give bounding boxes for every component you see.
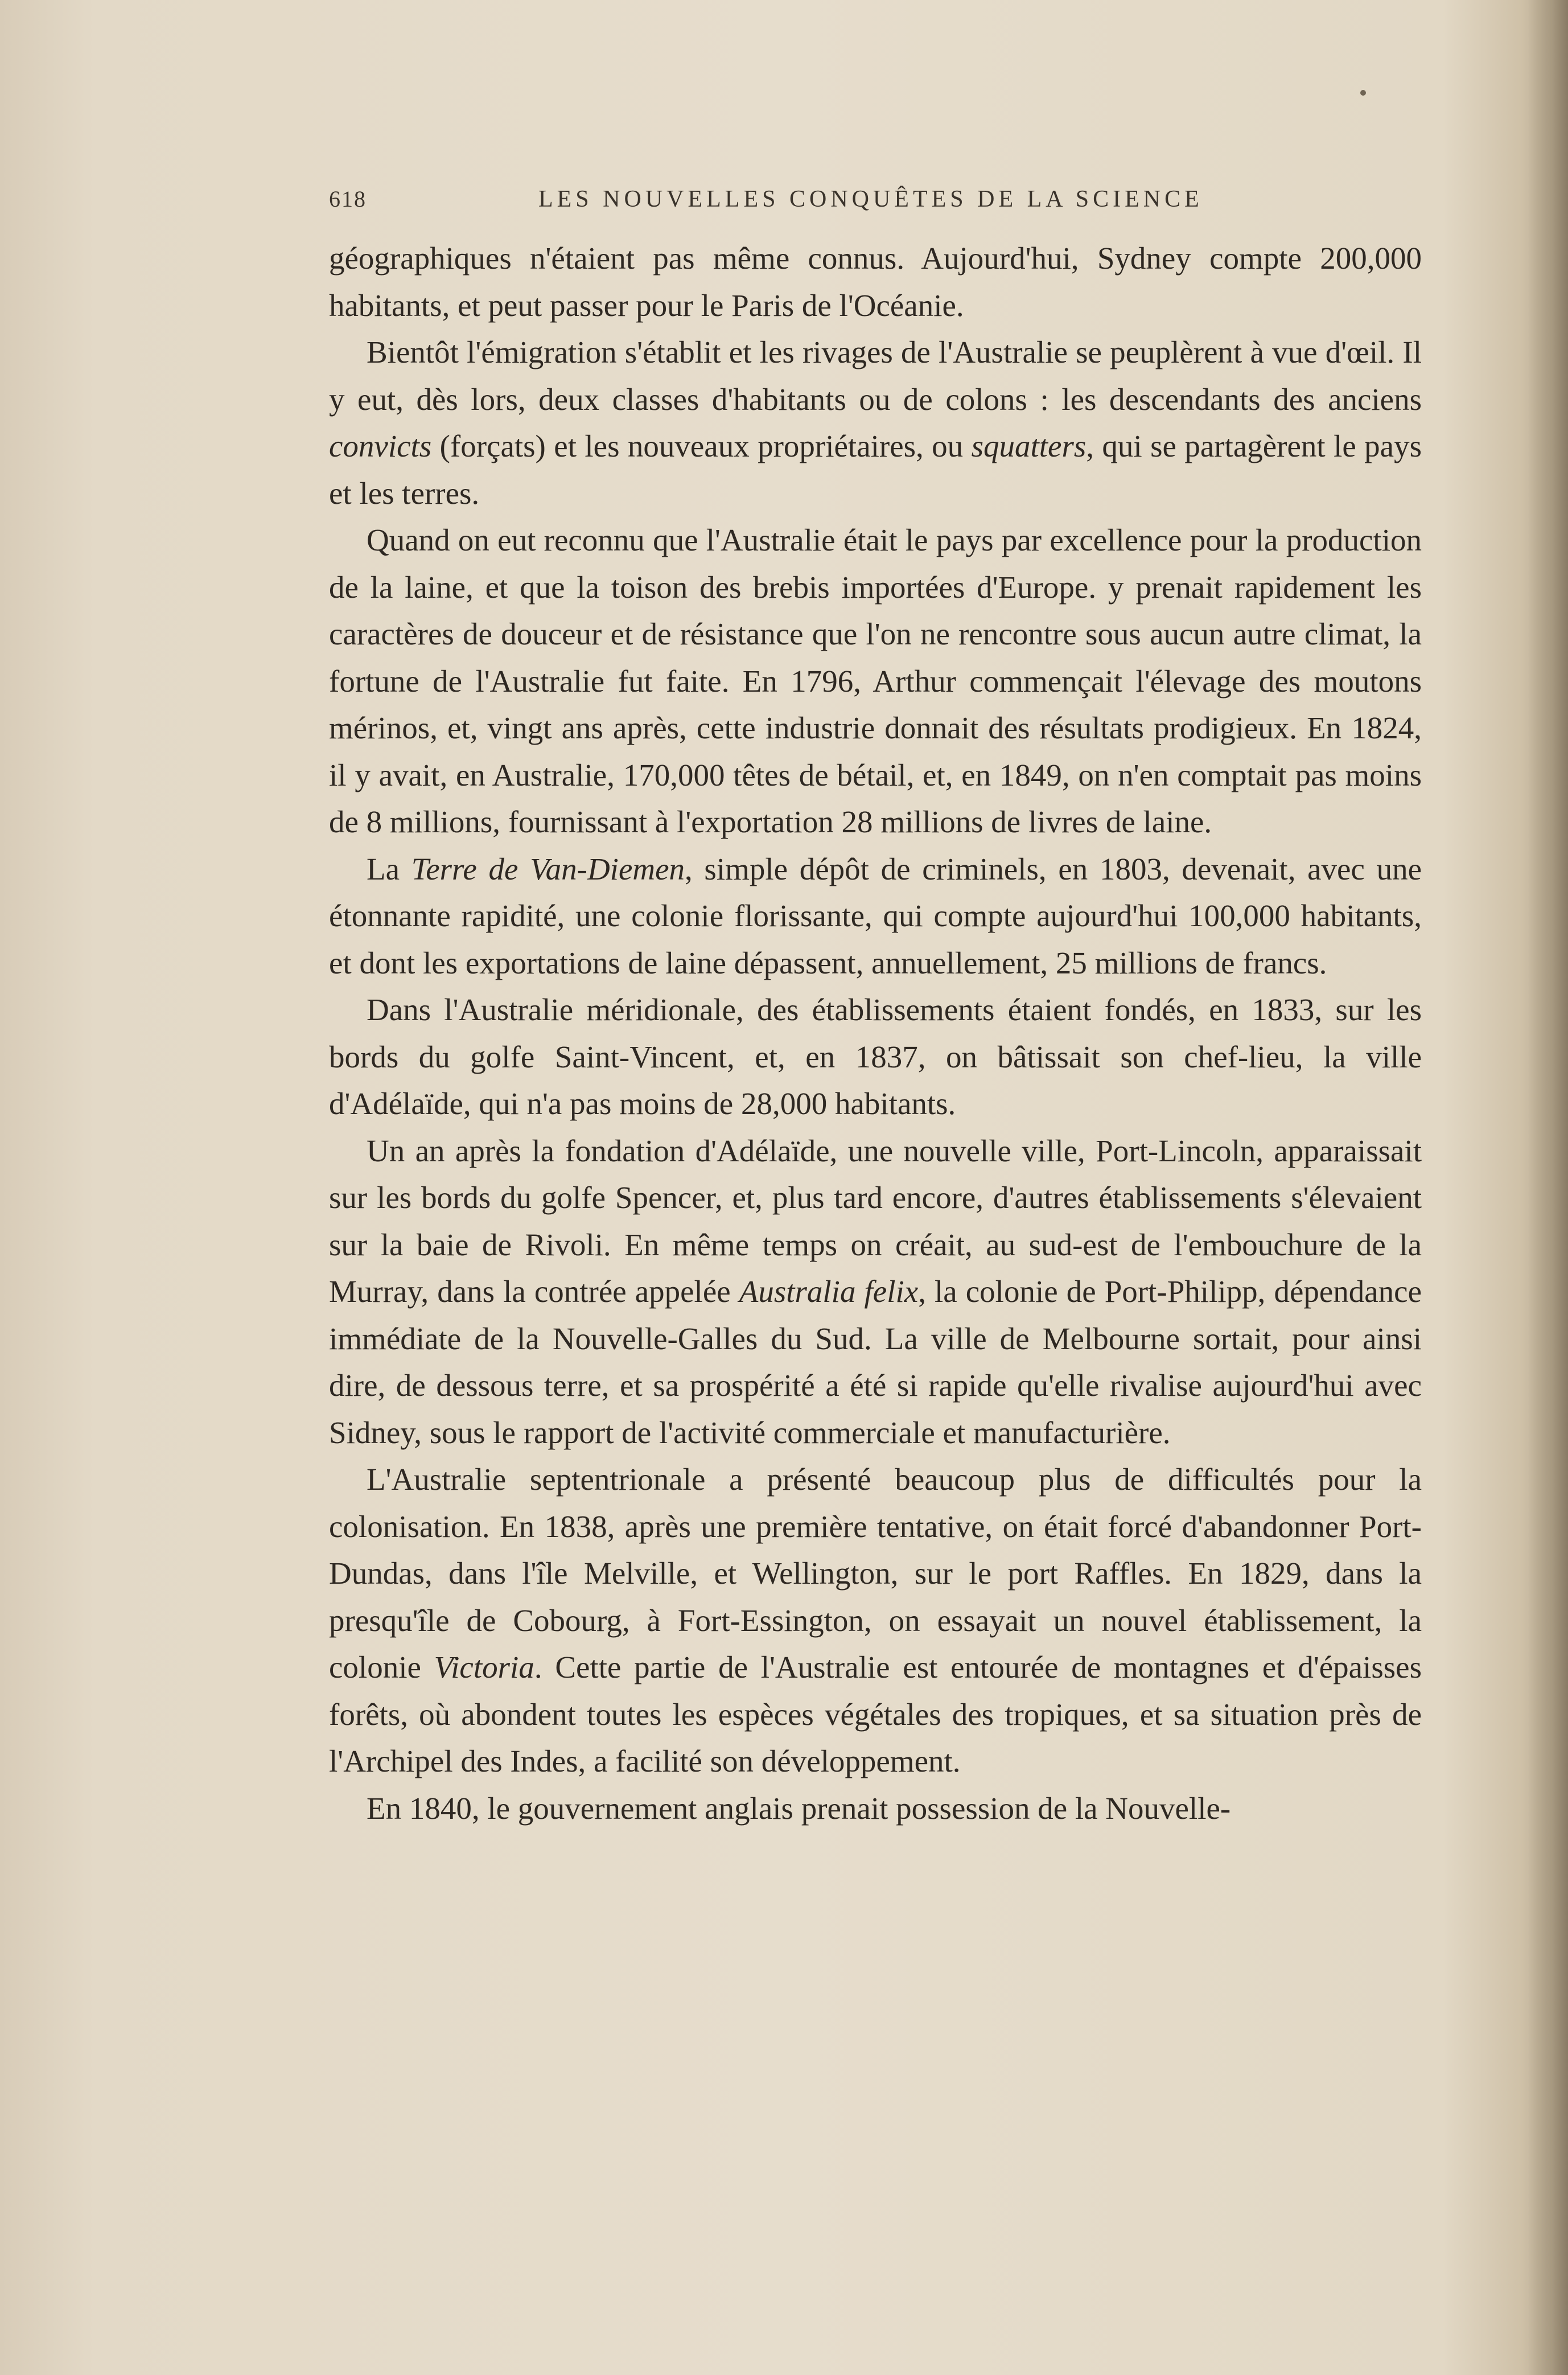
italic-term: convicts bbox=[329, 429, 432, 463]
paragraph: Quand on eut reconnu que l'Australie était le pays par excellence pour la production de la laine, et que la toison des brebis importées d'Europe. y prenait rapidement les caractères de douceur et de résistance que l'on ne rencontre sous aucun autre climat, la fortune de l'Australie fut faite. En 1796, Arthur commençait l'élevage des moutons mérinos, et, vingt ans après, cette industrie donnait des résultats prodigieux. En 1824, il y avait, en Australie, 170,000 têtes de bétail, et, en 1849, on n'en comptait pas moins de 8 millions, fournissant à l'exportation 28 millions de livres de laine. bbox=[329, 523, 1422, 839]
paragraph: géographiques n'étaient pas même connus. Aujourd'hui, Sydney compte 200,000 habitants, et peut passer pour le Paris de l'Océanie. bbox=[329, 241, 1422, 323]
paragraph: L'Australie septentrionale a présenté beaucoup plus de difficultés pour la colonisation. En 1838, après une première tentative, on était forcé d'abandonner Port-Dundas, dans l'île Melville, et Wellington, sur le port Raffles. En 1829, dans la presqu'île de Cobourg, à Fort-Essington, on essayait un nouvel établissement, la colonie Victoria. Cette partie de l'Australie est entourée de montagnes et d'épaisses forêts, où abondent toutes les espèces végétales des tropiques, et sa situation près de l'Archipel des Indes, a facilité son développement. bbox=[329, 1462, 1422, 1778]
paragraph: Un an après la fondation d'Adélaïde, une nouvelle ville, Port-Lincoln, apparaissait sur les bords du golfe Spencer, et, plus tard encore, d'autres établissements s'élevaient sur la baie de Rivoli. En même temps on créait, au sud-est de l'embouchure de la Murray, dans la contrée appelée Australia felix, la colonie de Port-Philipp, dépendance immédiate de la Nouvelle-Galles du Sud. La ville de Melbourne sortait, pour ainsi dire, de dessous terre, et sa prospérité a été si rapide qu'elle rivalise aujourd'hui avec Sidney, sous le rapport de l'activité commerciale et manufacturière. bbox=[329, 1133, 1422, 1450]
italic-term: Australia felix bbox=[739, 1274, 919, 1309]
italic-term: Terre de Van-Diemen bbox=[411, 851, 685, 886]
paragraph: Bientôt l'émigration s'établit et les rivages de l'Australie se peuplèrent à vue d'œil. Il y eut, dès lors, deux classes d'habitants ou de colons : les descendants des anciens convicts (forçats) et les nouveaux propriétaires, ou squatters, qui se partagèrent le pays et les terres. bbox=[329, 335, 1422, 511]
running-title: LES NOUVELLES CONQUÊTES DE LA SCIENCE bbox=[538, 186, 1203, 212]
body-text bbox=[329, 235, 1422, 1832]
running-header bbox=[329, 186, 1422, 214]
paragraph: La Terre de Van-Diemen, simple dépôt de criminels, en 1803, devenait, avec une étonnante rapidité, une colonie florissante, qui compte aujourd'hui 100,000 habitants, et dont les exportations de laine dépassent, annuellement, 25 millions de francs. bbox=[329, 851, 1422, 980]
paragraph: En 1840, le gouvernement anglais prenait possession de la Nouvelle- bbox=[367, 1790, 1231, 1826]
paragraph: Dans l'Australie méridionale, des établissements étaient fondés, en 1833, sur les bords du golfe Saint-Vincent, et, en 1837, on bâtissait son chef-lieu, la ville d'Adélaïde, qui n'a pas moins de 28,000 habitants. bbox=[329, 992, 1422, 1121]
page-number: 618 bbox=[329, 186, 367, 212]
page-edge-shadow bbox=[1528, 0, 1568, 2375]
italic-term: squatters bbox=[971, 429, 1087, 463]
ink-speck bbox=[1360, 90, 1366, 96]
italic-term: Victoria bbox=[434, 1650, 534, 1684]
